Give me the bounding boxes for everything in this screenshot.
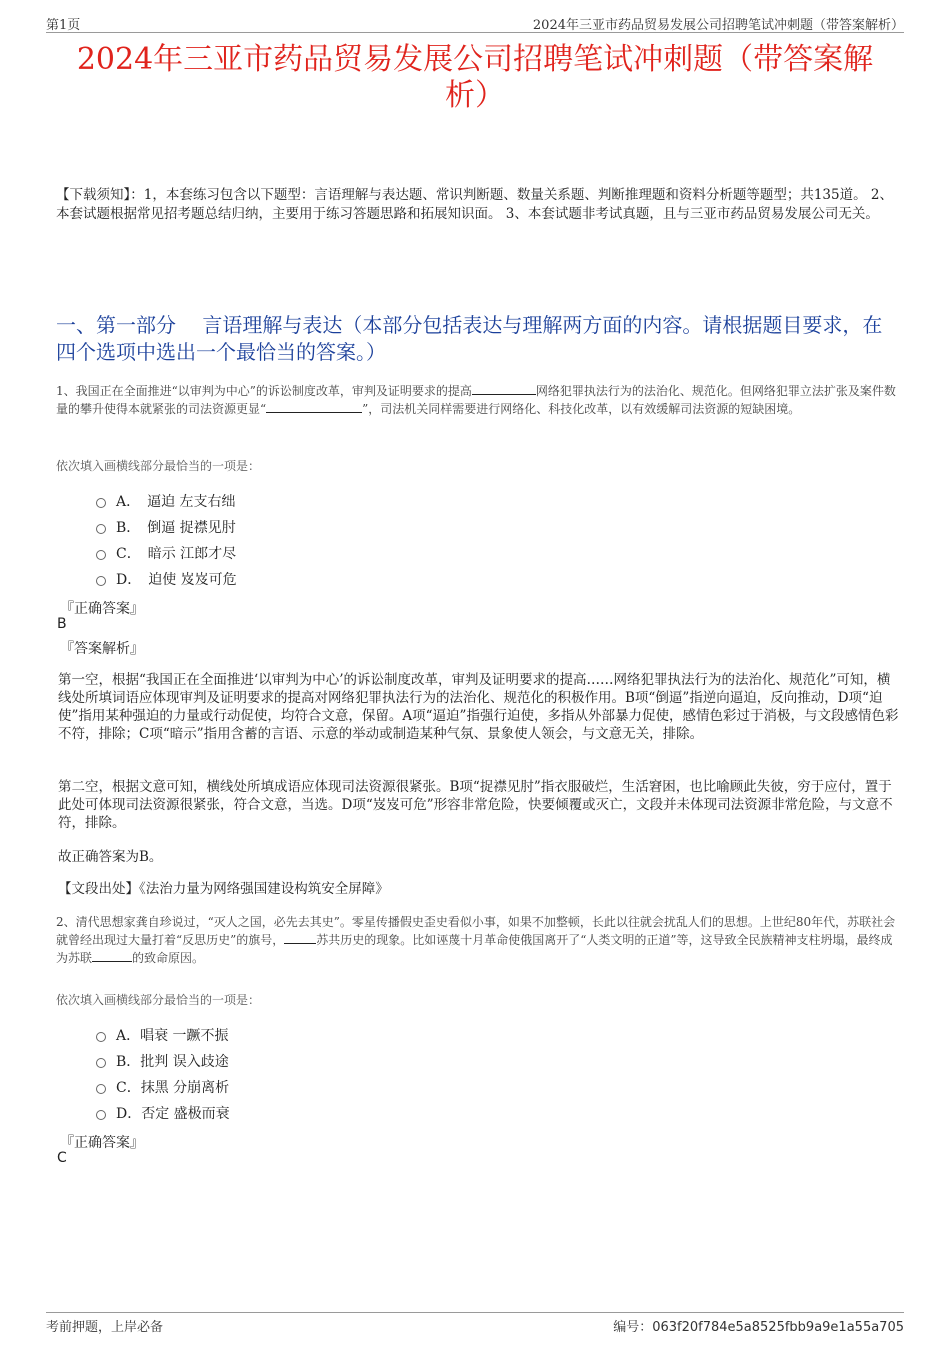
radio-icon[interactable] xyxy=(96,1084,106,1094)
question-1-text-a: 1、我国正在全面推进“以审判为中心”的诉讼制度改革，审判及证明要求的提高 xyxy=(56,384,472,398)
question-2-text xyxy=(56,913,900,967)
option-a[interactable] xyxy=(96,1022,230,1048)
radio-icon[interactable] xyxy=(96,576,106,586)
radio-icon[interactable] xyxy=(96,1110,106,1120)
option-label: C．抹黑 分崩离析 xyxy=(116,1080,230,1096)
option-label: A． 逼迫 左支右绌 xyxy=(116,494,236,510)
radio-icon[interactable] xyxy=(96,1032,106,1042)
question-2-text-a: 2、清代思想家龚自珍说过，“灭人之国，必先去其史”。零星传播假史歪史看似小事，如果不加整顿，长此以往就会扰乱人们的思想。上世纪80年代，苏联社会就曾经出现过大量打着“反思历史”的旗号， xyxy=(56,915,896,947)
question-2-text-c: 的致命原因。 xyxy=(132,951,205,965)
question-1-text-c: ”，司法机关同样需要进行网络化、科技化改革，以有效缓解司法资源的短缺困境。 xyxy=(362,402,801,416)
blank-1 xyxy=(472,382,536,395)
question-1-text-b: 网络犯罪执法行为的法治化、规范化。但网络犯罪立法扩张及案件数量的攀升使得本就紧张的司法资源更显“ xyxy=(56,384,896,416)
question-1-prompt: 依次填入画横线部分最恰当的一项是： xyxy=(56,459,261,473)
correct-answer-value: C xyxy=(57,1150,67,1166)
page-number: 第1页 xyxy=(46,18,81,33)
option-label: A．唱衰 一蹶不振 xyxy=(116,1028,229,1044)
radio-icon[interactable] xyxy=(96,524,106,534)
question-2-prompt: 依次填入画横线部分最恰当的一项是： xyxy=(56,993,261,1007)
question-2-options xyxy=(96,1022,230,1126)
analysis-conclusion: 故正确答案为B。 xyxy=(58,849,163,865)
footer-slogan: 考前押题，上岸必备 xyxy=(46,1320,164,1335)
option-b[interactable] xyxy=(96,514,237,540)
radio-icon[interactable] xyxy=(96,1058,106,1068)
analysis-paragraph-1: 第一空，根据“我国正在全面推进‘以审判为中心’的诉讼制度改革，审判及证明要求的提高……网络犯罪执法行为的法治化、规范化”可知，横线处所填词语应体现审判及证明要求的提高对网络犯罪执法行为的法治化、规范化的积极作用。B项“倒逼”指逆向逼迫，反向推动，D项“迫使”指用某种强迫的力量或行动促使，均符合文意，保留。A项“逼迫”指强行迫使，多指从外部暴力促使，感情色彩过于消极，与文段感情色彩不符，排除；C项“暗示”指用含蓄的言语、示意的举动或制造某种气氛、景象使人领会，与文意无关，排除。 xyxy=(58,672,899,742)
option-label: C． 暗示 江郎才尽 xyxy=(116,546,237,562)
page-footer xyxy=(46,1312,904,1335)
section-heading: 一、第一部分 言语理解与表达（本部分包括表达与理解两方面的内容。请根据题目要求，在四个选项中选出一个最恰当的答案。） xyxy=(56,313,883,364)
option-d[interactable] xyxy=(96,1100,230,1126)
option-d[interactable] xyxy=(96,566,237,592)
analysis-paragraph-2: 第二空，根据文意可知，横线处所填成语应体现司法资源很紧张。B项“捉襟见肘”指衣服破烂，生活窘困，也比喻顾此失彼，穷于应付，置于此处可体现司法资源很紧张，符合文意，当选。D项“岌岌可危”形容非常危险，快要倾覆或灭亡，文段并未体现司法资源非常危险，与文意不符，排除。 xyxy=(58,779,893,831)
radio-icon[interactable] xyxy=(96,550,106,560)
footer-doc-id: 编号：063f20f784e5a8525fbb9a9e1a55a705 xyxy=(613,1320,904,1335)
option-c[interactable] xyxy=(96,1074,230,1100)
passage-source: 【文段出处】《法治力量为网络强国建设构筑安全屏障》 xyxy=(58,881,389,897)
correct-answer-label: 『正确答案』 xyxy=(60,1135,144,1151)
question-1-text xyxy=(56,382,900,418)
question-1-options xyxy=(96,488,237,592)
option-label: B．批判 误入歧途 xyxy=(116,1054,229,1070)
option-a[interactable] xyxy=(96,488,237,514)
option-c[interactable] xyxy=(96,540,237,566)
option-label: B． 倒逼 捉襟见肘 xyxy=(116,520,236,536)
radio-icon[interactable] xyxy=(96,498,106,508)
correct-answer-value: B xyxy=(57,616,67,632)
header-doc-title: 2024年三亚市药品贸易发展公司招聘笔试冲刺题（带答案解析） xyxy=(532,18,904,33)
option-b[interactable] xyxy=(96,1048,230,1074)
question-2-text-b: 苏共历史的现象。比如诬蔑十月革命使俄国离开了“人类文明的正道”等，这导致全民族精神支柱坍塌，最终成为苏联 xyxy=(56,933,893,965)
correct-answer-label: 『正确答案』 xyxy=(60,601,144,617)
download-notice: 【下载须知】：1，本套练习包含以下题型：言语理解与表达题、常识判断题、数量关系题、判断推理题和资料分析题等题型；共135道。 2、本套试题根据常见招考题总结归纳，主要用于练习答题思路和拓展知识面。 3、本套试题非考试真题，且与三亚市药品贸易发展公司无关。 xyxy=(56,187,893,222)
analysis-label: 『答案解析』 xyxy=(60,641,144,657)
option-label: D． 迫使 岌岌可危 xyxy=(116,572,237,588)
document-title: 2024年三亚市药品贸易发展公司招聘笔试冲刺题（带答案解析） xyxy=(76,42,874,113)
page-header xyxy=(46,12,904,33)
option-label: D．否定 盛极而衰 xyxy=(116,1106,230,1122)
blank-2 xyxy=(92,949,132,962)
blank-2 xyxy=(266,400,362,413)
blank-1 xyxy=(284,931,316,944)
